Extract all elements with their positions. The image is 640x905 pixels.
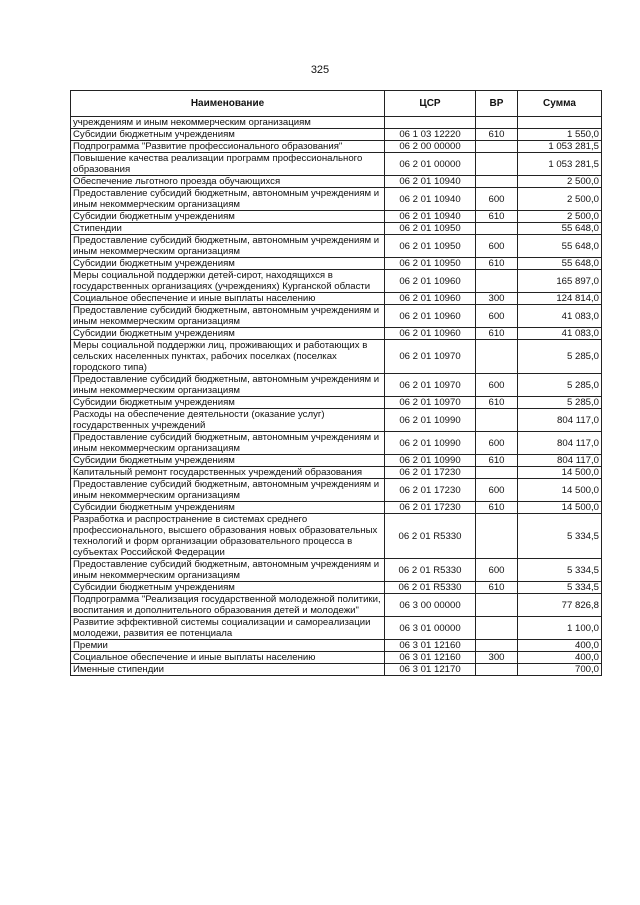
table-row [71,432,602,455]
cell-sum: 2 500,0 [518,176,602,188]
cell-csr: 06 2 01 R5330 [385,559,476,582]
table-row [71,455,602,467]
cell-vr: 300 [476,293,518,305]
cell-sum: 41 083,0 [518,305,602,328]
cell-csr: 06 2 01 10960 [385,270,476,293]
table-body [71,117,602,676]
table-row [71,479,602,502]
cell-vr [476,664,518,676]
table-row [71,258,602,270]
cell-csr: 06 2 01 10960 [385,328,476,340]
cell-csr: 06 2 01 17230 [385,479,476,502]
cell-csr: 06 2 01 10970 [385,374,476,397]
table-row [71,176,602,188]
cell-csr: 06 2 01 10950 [385,258,476,270]
cell-csr: 06 2 01 10950 [385,235,476,258]
cell-vr: 600 [476,479,518,502]
cell-sum: 77 826,8 [518,594,602,617]
cell-name: Подпрограмма "Развитие профессионального образования" [71,141,385,153]
cell-name: Предоставление субсидий бюджетным, автономным учреждениям и иным некоммерческим организациям [71,479,385,502]
cell-csr: 06 1 03 12220 [385,129,476,141]
cell-vr [476,270,518,293]
cell-name: Предоставление субсидий бюджетным, автономным учреждениям и иным некоммерческим организациям [71,188,385,211]
cell-vr [476,340,518,374]
cell-name: Субсидии бюджетным учреждениям [71,582,385,594]
cell-name: Предоставление субсидий бюджетным, автономным учреждениям и иным некоммерческим организациям [71,305,385,328]
cell-csr: 06 2 01 17230 [385,502,476,514]
cell-vr: 600 [476,432,518,455]
table-row [71,340,602,374]
table-row [71,617,602,640]
cell-vr [476,117,518,129]
cell-name: Стипендии [71,223,385,235]
cell-name: Расходы на обеспечение деятельности (оказание услуг) государственных учреждений [71,409,385,432]
cell-vr: 600 [476,235,518,258]
cell-vr: 610 [476,211,518,223]
cell-vr: 610 [476,455,518,467]
cell-name: Капитальный ремонт государственных учреждений образования [71,467,385,479]
cell-csr [385,117,476,129]
table-row [71,594,602,617]
cell-sum: 1 100,0 [518,617,602,640]
cell-csr: 06 3 01 00000 [385,617,476,640]
cell-sum: 165 897,0 [518,270,602,293]
table-row [71,640,602,652]
table-row [71,328,602,340]
cell-vr: 610 [476,328,518,340]
cell-csr: 06 2 01 10990 [385,455,476,467]
cell-sum: 1 550,0 [518,129,602,141]
cell-name: Субсидии бюджетным учреждениям [71,397,385,409]
cell-name: Меры социальной поддержки детей-сирот, находящихся в государственных организациях (учреждениях) Курганской области [71,270,385,293]
cell-vr [476,640,518,652]
cell-sum [518,117,602,129]
cell-sum: 1 053 281,5 [518,141,602,153]
header-vr: ВР [476,91,518,117]
cell-name: Премии [71,640,385,652]
cell-csr: 06 2 01 10960 [385,293,476,305]
cell-vr [476,514,518,559]
cell-name: Субсидии бюджетным учреждениям [71,258,385,270]
cell-name: Обеспечение льготного проезда обучающихся [71,176,385,188]
cell-csr: 06 2 01 10970 [385,340,476,374]
cell-sum: 2 500,0 [518,188,602,211]
continuation-row [71,117,602,129]
cell-name: Предоставление субсидий бюджетным, автономным учреждениям и иным некоммерческим организациям [71,432,385,455]
cell-csr: 06 3 01 12160 [385,640,476,652]
cell-sum: 5 334,5 [518,514,602,559]
cell-sum: 5 285,0 [518,374,602,397]
cell-name: Предоставление субсидий бюджетным, автономным учреждениям и иным некоммерческим организациям [71,235,385,258]
cell-name: Предоставление субсидий бюджетным, автономным учреждениям и иным некоммерческим организациям [71,374,385,397]
table-row [71,141,602,153]
cell-vr [476,467,518,479]
cell-csr: 06 3 00 00000 [385,594,476,617]
table-row [71,514,602,559]
cell-csr: 06 2 01 10940 [385,188,476,211]
cell-name: Предоставление субсидий бюджетным, автономным учреждениям и иным некоммерческим организациям [71,559,385,582]
cell-sum: 14 500,0 [518,479,602,502]
cell-csr: 06 2 01 17230 [385,467,476,479]
cell-sum: 804 117,0 [518,432,602,455]
table-row [71,129,602,141]
cell-name: Субсидии бюджетным учреждениям [71,129,385,141]
cell-csr: 06 2 01 10940 [385,211,476,223]
cell-sum: 5 285,0 [518,340,602,374]
cell-sum: 2 500,0 [518,211,602,223]
cell-sum: 5 334,5 [518,559,602,582]
cell-csr: 06 3 01 12160 [385,652,476,664]
cell-name: Разработка и распространение в системах среднего профессионального, высшего образования новых образовательных технологий и форм организации образовательного процесса в субъектах Российской Федерации [71,514,385,559]
cell-vr: 600 [476,305,518,328]
header-sum: Сумма [518,91,602,117]
cell-sum: 14 500,0 [518,502,602,514]
cell-csr: 06 3 01 12170 [385,664,476,676]
cell-vr [476,223,518,235]
budget-table [70,90,602,676]
cell-name: Субсидии бюджетным учреждениям [71,211,385,223]
cell-sum: 804 117,0 [518,409,602,432]
cell-name: Субсидии бюджетным учреждениям [71,328,385,340]
cell-csr: 06 2 01 10990 [385,409,476,432]
cell-vr: 610 [476,582,518,594]
cell-vr: 600 [476,374,518,397]
cell-name: Субсидии бюджетным учреждениям [71,455,385,467]
cell-name: Социальное обеспечение и иные выплаты населению [71,652,385,664]
table-row [71,235,602,258]
cell-sum: 14 500,0 [518,467,602,479]
cell-vr [476,176,518,188]
cell-sum: 55 648,0 [518,258,602,270]
cell-sum: 41 083,0 [518,328,602,340]
cell-vr: 610 [476,397,518,409]
table-row [71,502,602,514]
cell-name: Подпрограмма "Реализация государственной молодежной политики, воспитания и дополнительного образования детей и молодежи" [71,594,385,617]
cell-csr: 06 2 01 00000 [385,153,476,176]
table-row [71,293,602,305]
cell-sum: 1 053 281,5 [518,153,602,176]
table-row [71,374,602,397]
cell-csr: 06 2 01 10950 [385,223,476,235]
cell-name: Субсидии бюджетным учреждениям [71,502,385,514]
cell-csr: 06 2 01 R5330 [385,582,476,594]
cell-csr: 06 2 01 10940 [385,176,476,188]
cell-vr: 600 [476,559,518,582]
table-row [71,270,602,293]
cell-vr [476,617,518,640]
cell-vr: 610 [476,129,518,141]
cell-vr: 610 [476,258,518,270]
cell-vr [476,594,518,617]
table-row [71,397,602,409]
cell-sum: 55 648,0 [518,235,602,258]
header-name: Наименование [71,91,385,117]
cell-csr: 06 2 01 10970 [385,397,476,409]
cell-name: Развитие эффективной системы социализации и самореализации молодежи, развития ее потенциала [71,617,385,640]
cell-sum: 400,0 [518,640,602,652]
cell-sum: 400,0 [518,652,602,664]
cell-vr [476,409,518,432]
cell-sum: 124 814,0 [518,293,602,305]
cell-sum: 55 648,0 [518,223,602,235]
cell-csr: 06 2 01 10990 [385,432,476,455]
cell-vr: 610 [476,502,518,514]
table-row [71,664,602,676]
table-row [71,559,602,582]
cell-sum: 700,0 [518,664,602,676]
table-row [71,582,602,594]
table-row [71,211,602,223]
page-number: 325 [310,64,330,76]
cell-sum: 5 285,0 [518,397,602,409]
cell-csr: 06 2 01 10960 [385,305,476,328]
cell-name: Социальное обеспечение и иные выплаты населению [71,293,385,305]
cell-name: Меры социальной поддержки лиц, проживающих и работающих в сельских населенных пунктах, рабочих поселках (поселках городского типа) [71,340,385,374]
table-row [71,305,602,328]
table-row [71,188,602,211]
cell-vr: 300 [476,652,518,664]
cell-name: Именные стипендии [71,664,385,676]
table-row [71,409,602,432]
cell-name: учреждениям и иным некоммерческим организациям [71,117,385,129]
cell-sum: 804 117,0 [518,455,602,467]
table-row [71,467,602,479]
cell-name: Повышение качества реализации программ профессионального образования [71,153,385,176]
table-row [71,153,602,176]
cell-vr [476,153,518,176]
table-row [71,652,602,664]
cell-sum: 5 334,5 [518,582,602,594]
header-row [71,91,602,117]
cell-vr: 600 [476,188,518,211]
header-csr: ЦСР [385,91,476,117]
cell-csr: 06 2 00 00000 [385,141,476,153]
cell-csr: 06 2 01 R5330 [385,514,476,559]
table-row [71,223,602,235]
cell-vr [476,141,518,153]
